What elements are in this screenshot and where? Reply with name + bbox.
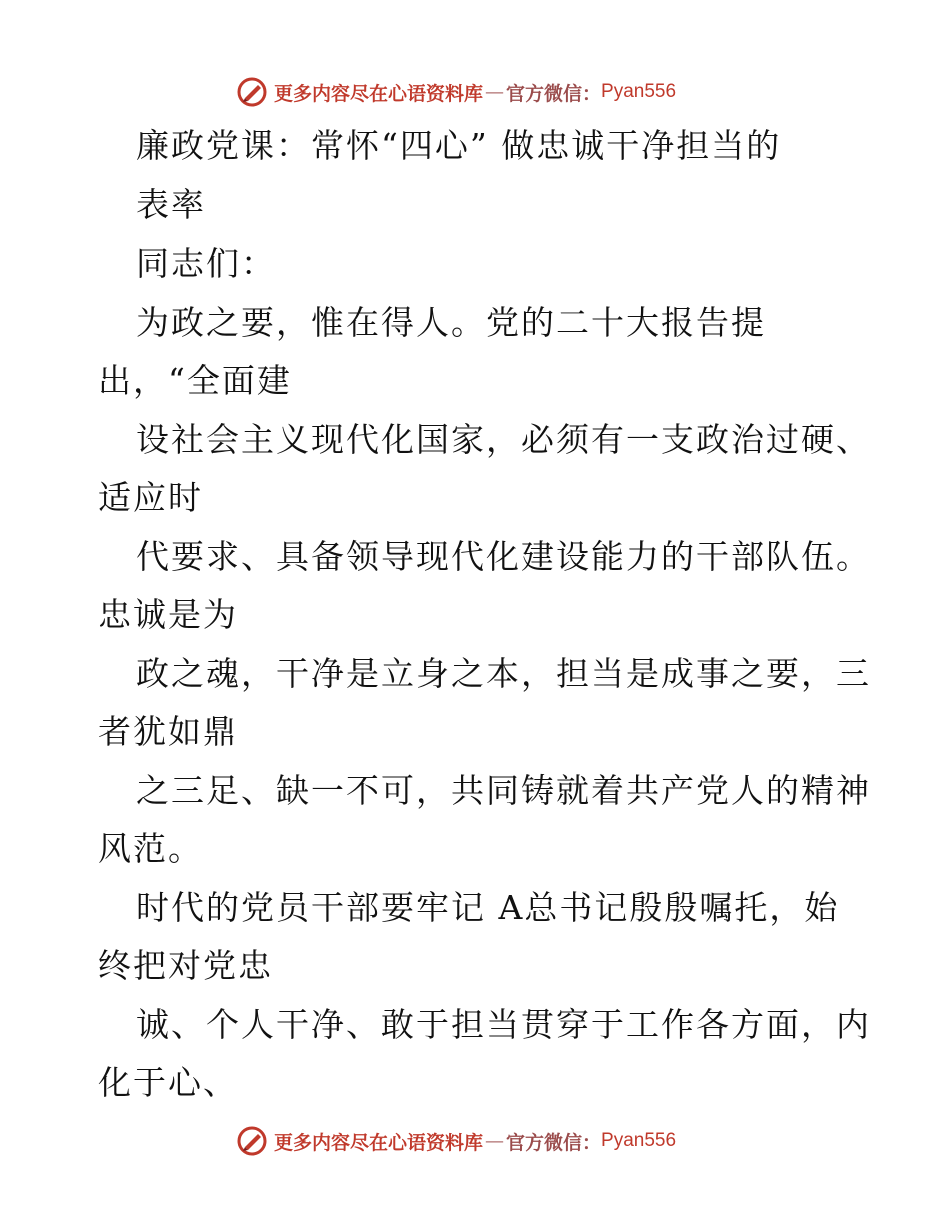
salutation: 同志们： (136, 244, 276, 283)
paragraph-line: 风范。 (98, 829, 203, 868)
banner-dash: — (485, 1130, 505, 1152)
footer-banner (236, 1121, 676, 1161)
wechat-label: 官方微信： (506, 1131, 602, 1154)
site-name: 更多内容尽在心语资料库 (274, 1131, 484, 1154)
paragraph-line: 代要求、具备领导现代化建设能力的干部队伍。 (136, 537, 871, 576)
paragraph-line: 诚、个人干净、敢于担当贯穿于工作各方面，内 (136, 1005, 871, 1044)
paragraph-line: 政之魂，干净是立身之本，担当是成事之要，三 (136, 654, 871, 693)
paragraph-line: 为政之要，惟在得人。党的二十大报告提 (136, 303, 766, 342)
paragraph-line: 时代的党员干部要牢记 A总书记殷殷嘱托，始 (136, 888, 840, 927)
paragraph-line: 终把对党忠 (98, 946, 273, 985)
paragraph-line: 适应时 (98, 478, 203, 517)
banner-dash: — (485, 81, 505, 103)
paragraph-line: 之三足、缺一不可，共同铸就着共产党人的精神 (136, 771, 871, 810)
wechat-id: Pyan556 (601, 1130, 677, 1151)
wechat-id: Pyan556 (601, 81, 677, 102)
paragraph-line: 化于心、 (98, 1063, 238, 1102)
paragraph-line: 设社会主义现代化国家，必须有一支政治过硬、 (136, 420, 871, 459)
pen-logo-icon (236, 1125, 268, 1157)
header-banner (236, 72, 676, 112)
doc-title-line-2: 表率 (136, 185, 206, 224)
paragraph-line: 出，“全面建 (98, 361, 292, 400)
paragraph-line: 忠诚是为 (98, 595, 238, 634)
wechat-label: 官方微信： (506, 82, 602, 105)
paragraph-line: 者犹如鼎 (98, 712, 238, 751)
doc-title-line-1: 廉政党课：常怀“四心” 做忠诚干净担当的 (136, 126, 782, 165)
pen-logo-icon (236, 76, 268, 108)
site-name: 更多内容尽在心语资料库 (274, 82, 484, 105)
